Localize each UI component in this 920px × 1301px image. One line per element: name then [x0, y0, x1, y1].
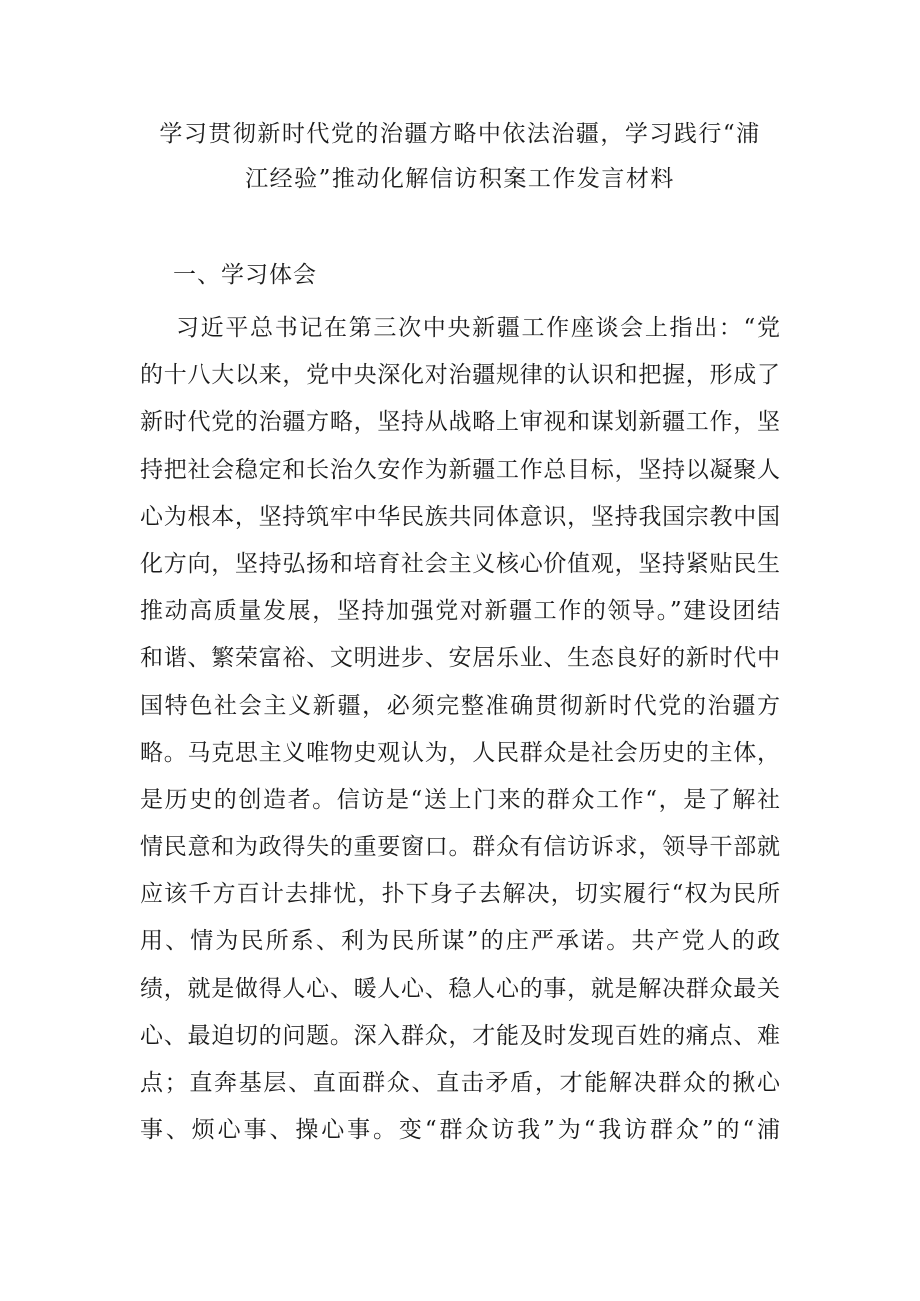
paragraph-line: 是历史的创造者。信访是“送上门来的群众工作“，是了解社 — [140, 786, 780, 813]
paragraph-line: 化方向，坚持弘扬和培育社会主义核心价值观，坚持紧贴民生 — [140, 550, 780, 577]
document-title — [140, 112, 780, 202]
paragraph-line: 事、烦心事、操心事。变“群众访我”为“我访群众”的“浦 — [140, 1117, 780, 1144]
body-paragraph — [140, 305, 780, 1154]
paragraph-line: 新时代党的治疆方略，坚持从战略上审视和谋划新疆工作，坚 — [140, 409, 780, 436]
paragraph-line: 情民意和为政得失的重要窗口。群众有信访诉求，领导干部就 — [140, 834, 780, 861]
paragraph-line: 的十八大以来，党中央深化对治疆规律的认识和把握，形成了 — [140, 362, 780, 389]
paragraph-line: 持把社会稳定和长治久安作为新疆工作总目标，坚持以凝聚人 — [140, 456, 780, 483]
paragraph-line: 和谐、繁荣富裕、文明进步、安居乐业、生态良好的新时代中 — [140, 645, 780, 672]
paragraph-line: 应该千方百计去排忧，扑下身子去解决，切实履行“权为民所 — [140, 881, 780, 908]
title-line-1: 学习贯彻新时代党的治疆方略中依法治疆，学习践行“浦 — [159, 121, 761, 147]
paragraph-line: 心、最迫切的问题。深入群众，才能及时发现百姓的痛点、难 — [140, 1022, 780, 1049]
paragraph-line: 推动高质量发展，坚持加强党对新疆工作的领导。”建设团结 — [140, 598, 780, 625]
paragraph-line: 国特色社会主义新疆，必须完整准确贯彻新时代党的治疆方 — [140, 692, 780, 719]
title-line-2: 江经验”推动化解信访积案工作发言材料 — [245, 166, 675, 192]
paragraph-line: 绩，就是做得人心、暖人心、稳人心的事，就是解决群众最关 — [140, 975, 780, 1002]
paragraph-line: 略。马克思主义唯物史观认为，人民群众是社会历史的主体， — [140, 739, 780, 766]
section-heading: 一、学习体会 — [173, 262, 317, 288]
paragraph-line: 用、情为民所系、利为民所谋”的庄严承诺。共产党人的政 — [140, 928, 780, 955]
paragraph-line: 点；直奔基层、直面群众、直击矛盾，才能解决群众的揪心 — [140, 1070, 780, 1096]
paragraph-line: 心为根本，坚持筑牢中华民族共同体意识，坚持我国宗教中国 — [140, 503, 780, 530]
paragraph-line: 习近平总书记在第三次中央新疆工作座谈会上指出：“党 — [176, 315, 780, 341]
